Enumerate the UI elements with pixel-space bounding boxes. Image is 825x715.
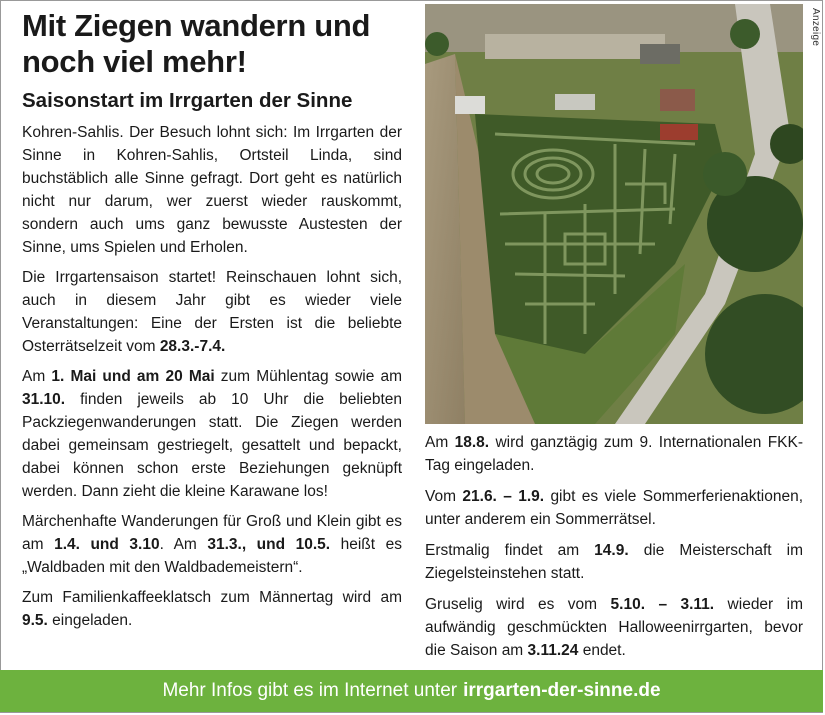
- paragraph-text: Am: [425, 434, 455, 451]
- highlighted-date: 9.5.: [22, 612, 48, 629]
- highlighted-date: 5.10. – 3.11.: [610, 596, 715, 613]
- right-paragraph-4: [425, 593, 803, 662]
- left-paragraphs: [22, 121, 402, 632]
- highlighted-date: 31.3., und 10.5.: [207, 536, 331, 553]
- paragraph-text: Vom: [425, 488, 463, 505]
- paragraph-text: heißt es „Waldbaden mit den Waldbademeistern“.: [22, 536, 402, 576]
- paragraph-text: Kohren-Sahlis. Der Besuch lohnt sich: Im Irrgarten der Sinne in Kohren-Sahlis, Ortsteil Linda, sind buchstäblich alle Sinne gefragt. Dort geht es natürlich nicht nur darum, wer zuerst wieder rauskommt, sondern auch ums ganz bewusste Austesten der Sinne, ums Spielen und Erholen.: [22, 124, 402, 256]
- paragraph-text: finden jeweils ab 10 Uhr die beliebten Packziegenwanderungen statt. Die Ziegen werden dabei gemeinsam gestriegelt, gesattelt und bepackt, dabei können schon erste Beziehungen geknüpft werden. Dann zieht die kleine Karawane los!: [22, 391, 402, 500]
- highlighted-date: 31.10.: [22, 391, 66, 408]
- left-column: [22, 8, 402, 639]
- paragraph-text: endet.: [578, 642, 626, 659]
- highlighted-date: 28.3.-7.4.: [159, 338, 226, 355]
- highlighted-date: 3.11.24: [527, 642, 579, 659]
- right-paragraph-1: [425, 431, 803, 477]
- right-paragraphs: [425, 431, 803, 670]
- left-paragraph-4: [22, 510, 402, 579]
- paragraph-text: wird ganztägig zum 9. Internationalen FKK-Tag eingeladen.: [425, 434, 804, 474]
- highlighted-date: 18.8.: [454, 434, 490, 451]
- paragraph-text: Am: [22, 368, 52, 385]
- highlighted-date: 1.4. und 3.10: [54, 536, 160, 553]
- right-paragraph-2: [425, 485, 803, 531]
- paragraph-text: Zum Familienkaffeeklatsch zum Männertag wird am: [22, 589, 402, 606]
- paragraph-text: gibt es viele Sommerferienaktionen, unter anderem ein Sommerrätsel.: [425, 488, 804, 528]
- left-paragraph-2: [22, 266, 402, 358]
- paragraph-text: Gruselig wird es vom: [425, 596, 611, 613]
- paragraph-text: Die Irrgartensaison startet! Reinschauen lohnt sich, auch in diesem Jahr gibt es wieder viele Veranstaltungen: Eine der Ersten ist die beliebte Osterrätselzeit vom: [22, 269, 402, 355]
- highlighted-date: 21.6. – 1.9.: [462, 488, 545, 505]
- footer-banner: [0, 670, 823, 712]
- aerial-maze-photo: [425, 4, 803, 424]
- anzeige-label: Anzeige: [810, 8, 821, 47]
- footer-text: Mehr Infos gibt es im Internet unter: [162, 680, 458, 701]
- right-paragraph-3: [425, 539, 803, 585]
- maze-photo-illustration: [425, 4, 803, 424]
- paragraph-text: Erstmalig findet am: [425, 542, 595, 559]
- left-paragraph-3: [22, 365, 402, 503]
- highlighted-date: 1. Mai und am 20 Mai: [51, 368, 215, 385]
- paragraph-text: zum Mühlentag sowie am: [214, 368, 402, 385]
- paragraph-text: die Meisterschaft im Ziegelsteinstehen statt.: [425, 542, 803, 582]
- website-link[interactable]: irrgarten-der-sinne.de: [463, 680, 661, 701]
- subheadline: Saisonstart im Irrgarten der Sinne: [22, 89, 353, 112]
- left-paragraph-1: [22, 121, 402, 259]
- headline: Mit Ziegen wandern und noch viel mehr!: [22, 8, 371, 79]
- paragraph-text: wieder im aufwändig geschmückten Halloweenirrgarten, bevor die Saison am: [425, 596, 804, 659]
- paragraph-text: Märchenhafte Wanderungen für Groß und Klein gibt es am: [22, 513, 402, 553]
- paragraph-text: eingeladen.: [47, 612, 133, 629]
- paragraph-text: . Am: [159, 536, 208, 553]
- left-paragraph-5: [22, 586, 402, 632]
- highlighted-date: 14.9.: [594, 542, 629, 559]
